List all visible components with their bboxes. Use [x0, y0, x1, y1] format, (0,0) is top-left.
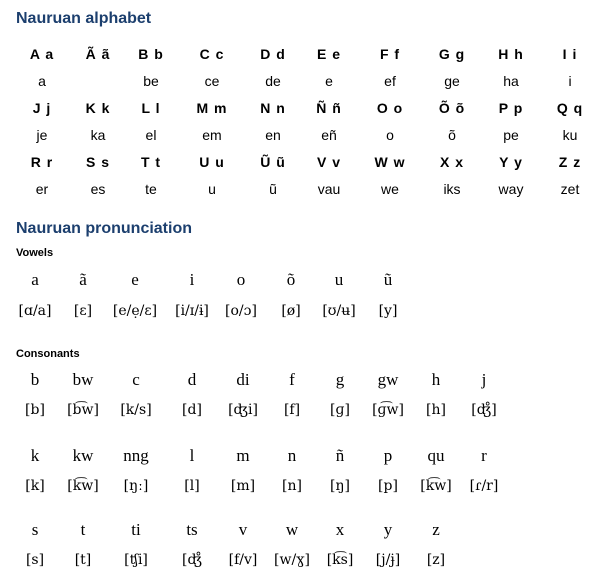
consonant-letter: kw: [72, 446, 94, 465]
alphabet-letter: U u: [199, 154, 225, 170]
alphabet-letter: A a: [29, 46, 55, 62]
consonant-ipa: [ɡ]: [330, 402, 350, 418]
consonant-letter: k: [30, 446, 40, 465]
vowels-label: Vowels: [16, 247, 54, 259]
consonant-letter: b: [30, 370, 40, 389]
alphabet-letter-name: el: [145, 127, 157, 143]
consonant-letter: s: [31, 520, 39, 539]
alphabet-letter: N n: [260, 100, 286, 116]
alphabet-letter-name: be: [143, 73, 159, 89]
alphabet-letter: R r: [30, 154, 54, 170]
vowel-ipa: [y]: [378, 303, 398, 319]
vowel-letter: i: [189, 270, 195, 289]
vowel-ipa: [o/ɔ]: [225, 303, 257, 319]
alphabet-letter: X x: [439, 154, 465, 170]
consonant-letter: l: [189, 446, 195, 465]
alphabet-letter: C c: [199, 46, 225, 62]
consonant-letter: gw: [377, 370, 399, 389]
consonant-letter: m: [236, 446, 250, 465]
consonant-letter: di: [236, 370, 250, 389]
consonant-ipa: [k/s]: [120, 402, 152, 418]
alphabet-letter: Z z: [558, 154, 582, 170]
consonant-letter: d: [187, 370, 197, 389]
alphabet-letter-name: de: [265, 73, 281, 89]
vowel-letter: e: [131, 270, 139, 289]
alphabet-letter-name: way: [498, 181, 524, 197]
consonant-ipa: [s]: [25, 552, 45, 568]
alphabet-letter: D d: [260, 46, 286, 62]
consonant-ipa: [w/ɣ]: [273, 552, 311, 568]
consonant-ipa: [h]: [426, 402, 446, 418]
consonant-ipa: [ŋː]: [123, 478, 149, 494]
vowel-letter: ã: [79, 270, 87, 289]
alphabet-letter: Ũ ũ: [260, 154, 286, 170]
vowel-ipa: [ø]: [281, 303, 301, 319]
consonant-ipa: [f/v]: [228, 552, 258, 568]
alphabet-letter-name: u: [208, 181, 216, 197]
consonant-letter: h: [431, 370, 441, 389]
consonant-ipa: [k͡w]: [67, 478, 99, 494]
alphabet-letter-name: ef: [384, 73, 396, 89]
alphabet-letter-name: vau: [317, 181, 341, 197]
consonant-letter: t: [80, 520, 86, 539]
consonant-letter: j: [481, 370, 487, 389]
consonant-letter: c: [132, 370, 140, 389]
alphabet-letter-name: iks: [443, 181, 461, 197]
alphabet-letter-name: ha: [503, 73, 519, 89]
consonant-letter: z: [432, 520, 440, 539]
alphabet-letter-name: we: [381, 181, 399, 197]
alphabet-letter: O o: [376, 100, 404, 116]
alphabet-letter-name: o: [386, 127, 394, 143]
alphabet-letter-name: ka: [90, 127, 106, 143]
alphabet-letter: H h: [498, 46, 524, 62]
alphabet-letter: Ã ã: [85, 46, 111, 62]
consonant-letter: g: [335, 370, 345, 389]
alphabet-letter: Q q: [556, 100, 584, 116]
consonant-letter: ts: [186, 520, 198, 539]
consonant-letter: ñ: [335, 446, 345, 465]
pronunciation-title: Nauruan pronunciation: [16, 220, 192, 237]
alphabet-letter: M m: [196, 100, 228, 116]
vowel-ipa: [e/ẹ/ɛ]: [112, 303, 158, 319]
alphabet-title: Nauruan alphabet: [16, 10, 152, 27]
vowel-letter: u: [334, 270, 344, 289]
consonant-ipa: [t]: [74, 552, 92, 568]
alphabet-letter-name: ũ: [269, 181, 277, 197]
consonant-ipa: [k͡s]: [326, 552, 354, 568]
vowel-letter: ũ: [383, 270, 393, 289]
consonant-letter: f: [289, 370, 295, 389]
consonant-ipa: [ŋ]: [330, 478, 350, 494]
consonant-letter: qu: [427, 446, 445, 465]
alphabet-letter-name: zet: [560, 181, 580, 197]
alphabet-letter-name: pe: [503, 127, 519, 143]
alphabet-letter-name: a: [38, 73, 46, 89]
alphabet-letter: Ñ ñ: [316, 100, 342, 116]
vowel-ipa: [i/ɪ/ɨ]: [175, 303, 209, 319]
alphabet-letter: L l: [141, 100, 161, 116]
alphabet-letter: E e: [316, 46, 342, 62]
alphabet-letter: V v: [316, 154, 342, 170]
vowel-ipa: [ɛ]: [73, 303, 93, 319]
vowel-letter: o: [236, 270, 246, 289]
alphabet-letter-name: er: [35, 181, 49, 197]
consonant-ipa: [ʤ̊]: [471, 402, 497, 418]
consonant-ipa: [f]: [283, 402, 301, 418]
consonant-ipa: [z]: [426, 552, 446, 568]
alphabet-letter: B b: [138, 46, 164, 62]
alphabet-letter: P p: [498, 100, 524, 116]
consonant-ipa: [k͡w]: [420, 478, 452, 494]
alphabet-letter: G g: [438, 46, 466, 62]
consonant-ipa: [b]: [25, 402, 45, 418]
consonant-ipa: [ʤi]: [228, 402, 258, 418]
consonant-letter: nng: [123, 446, 149, 465]
consonant-ipa: [d]: [182, 402, 202, 418]
alphabet-letter: F f: [379, 46, 401, 62]
consonant-letter: n: [287, 446, 297, 465]
alphabet-letter-name: i: [568, 73, 572, 89]
alphabet-letter: S s: [85, 154, 111, 170]
alphabet-letter: Õ õ: [438, 100, 466, 116]
alphabet-letter-name: em: [202, 127, 222, 143]
alphabet-letter-name: es: [90, 181, 106, 197]
consonant-letter: y: [383, 520, 393, 539]
consonant-ipa: [b͡w]: [67, 402, 99, 418]
alphabet-letter: I i: [562, 46, 578, 62]
alphabet-letter-name: ge: [444, 73, 460, 89]
consonant-letter: bw: [72, 370, 94, 389]
consonant-ipa: [j/ɉ]: [375, 552, 401, 568]
alphabet-letter-name: te: [145, 181, 157, 197]
consonant-letter: v: [238, 520, 248, 539]
consonants-label: Consonants: [16, 348, 80, 360]
vowel-ipa: [ʊ/ʉ]: [322, 303, 356, 319]
vowel-ipa: [ɑ/a]: [18, 303, 52, 319]
consonant-letter: x: [335, 520, 345, 539]
consonant-ipa: [k]: [25, 478, 45, 494]
alphabet-letter: T t: [140, 154, 162, 170]
consonant-ipa: [l]: [184, 478, 200, 494]
alphabet-letter: Y y: [499, 154, 523, 170]
alphabet-letter-name: e: [325, 73, 333, 89]
alphabet-letter-name: je: [36, 127, 48, 143]
alphabet-letter-name: ku: [562, 127, 578, 143]
consonant-ipa: [m]: [230, 478, 256, 494]
alphabet-letter: W w: [374, 154, 406, 170]
alphabet-letter-name: õ: [448, 127, 456, 143]
alphabet-letter: J j: [32, 100, 52, 116]
consonant-letter: r: [481, 446, 487, 465]
alphabet-letter: K k: [85, 100, 111, 116]
consonant-ipa: [n]: [282, 478, 302, 494]
consonant-ipa: [ʤ̊: [182, 552, 202, 568]
vowel-letter: a: [31, 270, 39, 289]
consonant-ipa: [ɾ/r]: [469, 478, 499, 494]
vowel-letter: õ: [286, 270, 296, 289]
consonant-letter: w: [285, 520, 299, 539]
alphabet-letter-name: eñ: [321, 127, 337, 143]
alphabet-letter-name: ce: [204, 73, 220, 89]
consonant-letter: p: [383, 446, 393, 465]
consonant-ipa: [p]: [378, 478, 398, 494]
consonant-ipa: [ɡ͡w]: [372, 402, 404, 418]
consonant-ipa: [ʧi]: [124, 552, 148, 568]
consonant-letter: ti: [131, 520, 141, 539]
alphabet-letter-name: en: [265, 127, 281, 143]
